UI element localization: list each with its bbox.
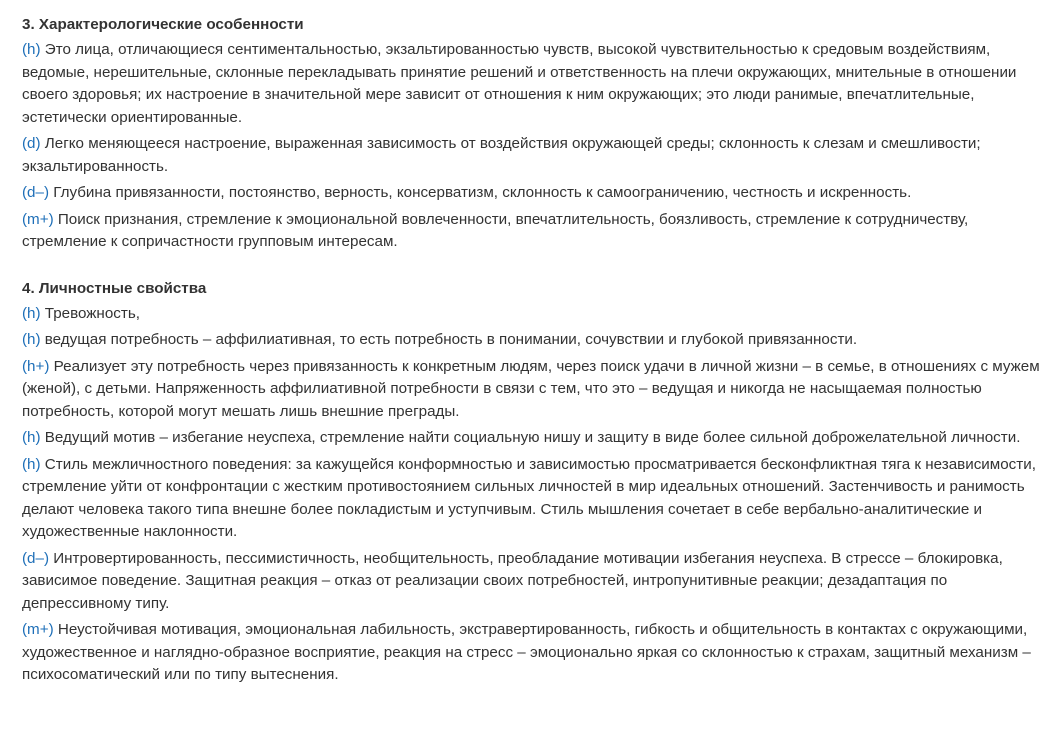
section-character-traits <box>22 14 1041 254</box>
paragraph <box>22 619 1041 687</box>
type-tag: (h) <box>22 331 41 348</box>
paragraph <box>22 548 1041 616</box>
paragraph-text: Ведущий мотив – избегание неуспеха, стремление найти социальную нишу и защиту в виде более сильной доброжелательной личности. <box>40 429 1021 446</box>
paragraph-text: Легко меняющееся настроение, выраженная зависимость от воздействия окружающей среды; склонность к слезам и смешливости; экзальтированность. <box>22 135 981 175</box>
paragraph <box>22 133 1041 178</box>
paragraph-text: Это лица, отличающиеся сентиментальностью, экзальтированностью чувств, высокой чувствительностью к средовым воздействиям, ведомые, нерешительные, склонные перекладывать принятие решений и ответственность на плечи окружающих, мнительные в отношении своего здоровья; их настроение в значительной мере зависит от отношения к ним окружающих; это люди ранимые, впечатлительные, эстетически ориентированные. <box>22 41 1017 126</box>
section-title: 4. Личностные свойства <box>22 279 207 297</box>
paragraph <box>22 209 1041 254</box>
paragraph-text: Тревожность, <box>40 304 140 322</box>
type-tag: (m+) <box>22 210 54 228</box>
type-tag: (h) <box>22 304 41 322</box>
paragraph-text: Интровертированность, пессимистичность, необщительность, преобладание мотивации избегания неуспеха. В стрессе – блокировка, зависимое поведение. Защитная реакция – отказ от реализации своих потребностей, интропунитивные реакции; дезадаптация по депрессивному типу. <box>22 549 1003 612</box>
paragraph-text: Реализует эту потребность через привязанность к конкретным людям, через поиск удачи в личной жизни – в семье, в отношениях с мужем (женой), с детьми. Напряженность аффилиативной потребности в связи с тем, что это – ведущая и никогда не насыщаемая полностью потребность, которой могут мешать лишь внешние преграды. <box>22 357 1040 420</box>
type-tag: (d) <box>22 135 41 152</box>
paragraph-text: Стиль межличностного поведения: за кажущейся конформностью и зависимостью просматривается бесконфликтная тяга к независимости, стремление уйти от конфронтации с жестким противостоянием сильных личностей в мир идеальных отношений. Застенчивость и ранимость делают человека такого типа внешне более покладистым и уступчивым. Стиль мышления сочетает в себе вербально-аналитические и художественные наклонности. <box>22 455 1036 540</box>
paragraph <box>22 39 1041 129</box>
paragraph-text: Глубина привязанности, постоянство, верность, консерватизм, склонность к самоограничению, честность и искренность. <box>49 184 912 201</box>
type-tag: (h+) <box>22 357 50 375</box>
paragraph <box>22 454 1041 544</box>
paragraph <box>22 427 1041 450</box>
paragraph <box>22 356 1041 424</box>
type-tag: (d–) <box>22 184 50 201</box>
type-tag: (m+) <box>22 621 54 638</box>
paragraph-text: Неустойчивая мотивация, эмоциональная лабильность, экстравертированность, гибкость и общительность в контактах с окружающими, художественное и наглядно-образное восприятие, реакция на стресс – эмоционально яркая со склонностью к страхам, защитный механизм – психосоматический или по типу вытеснения. <box>22 621 1031 683</box>
section-personal-properties <box>22 278 1041 687</box>
paragraph-text: Поиск признания, стремление к эмоциональной вовлеченности, впечатлительность, боязливость, стремление к сотрудничеству, стремление к сопричастности групповым интересам. <box>22 210 969 250</box>
paragraph <box>22 329 1041 352</box>
type-tag: (h) <box>22 429 41 446</box>
section-title: 3. Характерологические особенности <box>22 16 304 33</box>
type-tag: (h) <box>22 41 41 58</box>
type-tag: (h) <box>22 455 41 473</box>
paragraph <box>22 303 1041 326</box>
paragraph-text: ведущая потребность – аффилиативная, то есть потребность в понимании, сочувствии и глубокой привязанности. <box>40 331 858 348</box>
type-tag: (d–) <box>22 549 50 567</box>
paragraph <box>22 182 1041 205</box>
